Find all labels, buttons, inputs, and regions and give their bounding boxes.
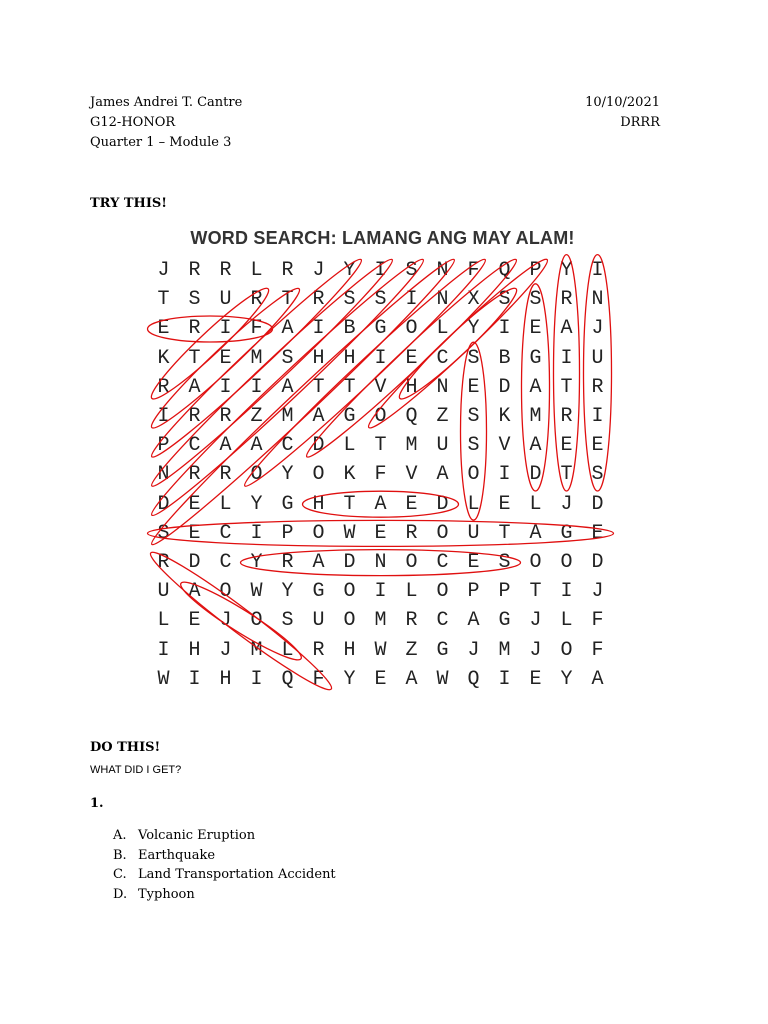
grid-letter: B [498, 346, 511, 370]
grid-letter: I [405, 288, 418, 312]
grid-letter: S [281, 346, 294, 370]
grid-letter: A [219, 434, 232, 458]
grid-letter: C [436, 609, 449, 633]
grid-letter: Z [436, 405, 449, 428]
grid-letter: M [250, 346, 263, 370]
grid-letter: W [374, 638, 387, 662]
grid-letter: V [498, 434, 511, 458]
grid-letter: D [188, 551, 201, 574]
grid-letter: L [436, 317, 449, 341]
grid-letter: E [374, 521, 387, 545]
grid-letter: R [157, 551, 170, 574]
grid-letter: P [529, 259, 542, 282]
grid-letter: I [157, 638, 170, 662]
grid-letter: X [467, 288, 480, 312]
grid-letter: D [591, 551, 604, 574]
grid-letter: I [591, 405, 604, 428]
option-d [113, 885, 336, 905]
grid-letter: C [219, 551, 232, 574]
grid-letter: A [374, 492, 387, 516]
grid-letter: I [374, 259, 387, 282]
what-did-i-get-label: WHAT DID I GET? [90, 764, 182, 776]
grid-letter: H [343, 346, 356, 370]
grid-letter: S [467, 434, 480, 458]
grid-letter: I [157, 405, 170, 428]
grid-letter: K [498, 405, 511, 428]
grid-letter: A [405, 667, 418, 691]
grid-letter: F [250, 317, 263, 341]
grid-letter: R [188, 463, 201, 487]
grid-letter: E [188, 609, 201, 633]
grid-letter: P [467, 580, 480, 604]
grid-letter: E [405, 492, 418, 516]
grid-letter: M [529, 405, 542, 428]
grid-letter: T [343, 375, 356, 399]
grid-letter: T [281, 288, 294, 312]
grid-letter: G [498, 609, 511, 633]
date-subject [585, 93, 660, 133]
grid-letter: E [560, 434, 573, 458]
grid-letter: R [219, 405, 232, 428]
grid-letter: E [498, 492, 511, 516]
grid-letter: W [250, 580, 263, 604]
grid-letter: R [560, 405, 573, 428]
grid-letter: T [374, 434, 387, 458]
grid-letter: I [374, 580, 387, 604]
grid-letter: O [250, 463, 263, 487]
grid-letter: Y [250, 492, 263, 516]
option-letter: B. [113, 847, 127, 863]
grid-letter: H [405, 375, 418, 399]
grid-letter: A [529, 375, 542, 399]
grid-letter: O [529, 551, 542, 574]
grid-letter: N [591, 288, 604, 312]
grid-letter: F [591, 638, 604, 662]
grid-letter: C [436, 551, 449, 574]
word-search-title: WORD SEARCH: LAMANG ANG MAY ALAM! [190, 228, 575, 248]
grid-letter: M [498, 638, 511, 662]
grid-letter: S [498, 551, 511, 574]
grid-letter: D [343, 551, 356, 574]
grid-letter: A [591, 667, 604, 691]
grid-letter: G [343, 405, 356, 428]
grid-letter: T [188, 346, 201, 370]
grid-letter: O [467, 463, 480, 487]
grid-letter: T [529, 580, 542, 604]
grid-letter: Y [343, 667, 356, 691]
grid-letter: R [219, 259, 232, 282]
grid-letter: S [498, 288, 511, 312]
grid-letter: T [560, 375, 573, 399]
grid-letter: L [219, 492, 232, 516]
grid-letter: S [467, 346, 480, 370]
grid-letter: I [219, 375, 232, 399]
grid-letter: F [591, 609, 604, 633]
option-text: Land Transportation Accident [138, 867, 336, 882]
grid-letter: U [312, 609, 325, 633]
grid-letter: L [560, 609, 573, 633]
grid-letter: J [157, 259, 170, 282]
grid-letter: J [529, 609, 542, 633]
grid-letter: R [312, 288, 325, 312]
grid-letter: A [529, 434, 542, 458]
grid-letter: A [312, 405, 325, 428]
module-label: Quarter 1 – Module 3 [90, 135, 232, 150]
grid-letter: O [374, 405, 387, 428]
grid-letter: G [560, 521, 573, 545]
grid-letter: O [250, 609, 263, 633]
grid-letter: N [436, 288, 449, 312]
grid-letter: O [219, 580, 232, 604]
grid-letter: D [529, 463, 542, 487]
grid-letter: J [219, 609, 232, 633]
grid-letter: R [591, 375, 604, 399]
grid-letter: M [405, 434, 418, 458]
grid-letter: I [188, 667, 201, 691]
grid-letter: J [312, 259, 325, 282]
grid-letter: L [405, 580, 418, 604]
grid-letter: Y [467, 317, 480, 341]
grid-letter: C [188, 434, 201, 458]
grid-letter: E [467, 375, 480, 399]
grid-letter: S [405, 259, 418, 282]
grid-letter: R [312, 638, 325, 662]
option-text: Earthquake [138, 847, 216, 863]
grid-letter: J [591, 580, 604, 604]
grid-letter: F [374, 463, 387, 487]
grid-letter: R [188, 405, 201, 428]
grid-letter: O [405, 551, 418, 574]
grid-letter: G [312, 580, 325, 604]
grid-letter: E [529, 317, 542, 341]
grid-letter: P [498, 580, 511, 604]
student-section: G12-HONOR [90, 115, 176, 130]
grid-letter: F [312, 667, 325, 691]
option-letter: C. [113, 867, 127, 882]
grid-letter: E [405, 346, 418, 370]
grid-letter: Y [281, 463, 294, 487]
grid-letter: O [343, 580, 356, 604]
option-letter: D. [113, 886, 128, 902]
grid-letter: P [281, 521, 294, 545]
grid-letter: M [250, 638, 263, 662]
grid-letter: E [591, 434, 604, 458]
grid-letter: D [436, 492, 449, 516]
grid-letter: L [250, 259, 263, 282]
grid-letter: R [281, 551, 294, 574]
grid-letter: E [529, 667, 542, 691]
grid-letter: R [219, 463, 232, 487]
grid-letter: A [436, 463, 449, 487]
grid-letter: S [281, 609, 294, 633]
grid-letter: S [343, 288, 356, 312]
grid-letter: Y [250, 551, 263, 574]
grid-letter: R [157, 375, 170, 399]
grid-letter: J [529, 638, 542, 662]
grid-letter: R [405, 521, 418, 545]
option-letter: A. [113, 828, 127, 843]
grid-letter: O [436, 580, 449, 604]
grid-letter: E [219, 346, 232, 370]
grid-letter: O [312, 463, 325, 487]
option-text: Typhoon [138, 886, 195, 902]
grid-letter: Y [343, 259, 356, 282]
grid-letter: G [281, 492, 294, 516]
grid-letter: A [188, 580, 201, 604]
grid-letter: L [529, 492, 542, 516]
grid-letter: O [560, 638, 573, 662]
grid-letter: I [250, 521, 263, 545]
option-c [113, 865, 336, 885]
option-a [113, 826, 336, 846]
grid-letter: I [374, 346, 387, 370]
grid-letter: V [405, 463, 418, 487]
grid-letter: S [188, 288, 201, 312]
grid-letter: Y [560, 259, 573, 282]
date: 10/10/2021 [585, 95, 660, 110]
grid-letter: E [467, 551, 480, 574]
grid-letter: T [157, 288, 170, 312]
grid-letter: D [591, 492, 604, 516]
grid-letter: Y [281, 580, 294, 604]
grid-letter: H [219, 667, 232, 691]
grid-letter: R [188, 317, 201, 341]
grid-letter: N [436, 259, 449, 282]
grid-letter: A [250, 434, 263, 458]
grid-letter: I [250, 667, 263, 691]
grid-letter: S [157, 521, 170, 545]
grid-letter: C [281, 434, 294, 458]
grid-letter: L [281, 638, 294, 662]
grid-letter: R [250, 288, 263, 312]
grid-letter: T [312, 375, 325, 399]
grid-letter: N [436, 375, 449, 399]
grid-letter: V [374, 375, 387, 399]
answer-options [113, 826, 336, 904]
grid-letter: R [281, 259, 294, 282]
grid-letter: D [312, 434, 325, 458]
grid-letter: I [560, 346, 573, 370]
grid-letter: M [374, 609, 387, 633]
grid-letter: N [157, 463, 170, 487]
grid-letter: B [343, 317, 356, 341]
grid-letter: I [498, 463, 511, 487]
grid-letter: S [374, 288, 387, 312]
grid-letter: Y [560, 667, 573, 691]
grid-letter: H [188, 638, 201, 662]
grid-letter: Q [498, 259, 511, 282]
grid-letter: S [591, 463, 604, 487]
grid-letter: L [343, 434, 356, 458]
grid-letter: Q [281, 667, 294, 691]
grid-letter: A [312, 551, 325, 574]
grid-letter: F [467, 259, 480, 282]
grid-letter: J [560, 492, 573, 516]
grid-letter: Q [467, 667, 480, 691]
do-this-heading: DO THIS! [90, 740, 161, 755]
option-b [113, 846, 336, 866]
grid-letter: I [498, 667, 511, 691]
grid-letter: I [560, 580, 573, 604]
grid-letter: O [436, 521, 449, 545]
grid-letter: U [467, 521, 480, 545]
grid-letter: I [591, 259, 604, 282]
grid-letter: U [591, 346, 604, 370]
grid-letter: K [343, 463, 356, 487]
grid-letter: H [312, 492, 325, 516]
grid-letter: G [529, 346, 542, 370]
grid-letter: E [374, 667, 387, 691]
grid-letter: J [467, 638, 480, 662]
grid-letter: Z [250, 405, 263, 428]
grid-letter: R [560, 288, 573, 312]
grid-letter: H [343, 638, 356, 662]
grid-letter: I [498, 317, 511, 341]
grid-letter: M [281, 405, 294, 428]
grid-letter: O [343, 609, 356, 633]
grid-letter: Q [405, 405, 418, 428]
grid-letter: W [343, 521, 356, 545]
grid-letter: N [374, 551, 387, 574]
grid-letter: J [219, 638, 232, 662]
grid-letter: Z [405, 638, 418, 662]
grid-letter: I [219, 317, 232, 341]
grid-letter: E [188, 521, 201, 545]
grid-letter: T [498, 521, 511, 545]
question-number: 1. [90, 796, 104, 811]
grid-letter: L [467, 492, 480, 516]
grid-letter: S [529, 288, 542, 312]
grid-letter: D [498, 375, 511, 399]
grid-letter: O [405, 317, 418, 341]
grid-letter: A [281, 375, 294, 399]
subject: DRRR [620, 115, 660, 130]
grid-letter: W [436, 667, 449, 691]
student-name: James Andrei T. Cantre [90, 95, 243, 110]
grid-letter: I [312, 317, 325, 341]
grid-letter: D [157, 492, 170, 516]
grid-letter: G [436, 638, 449, 662]
grid-letter: A [467, 609, 480, 633]
grid-letter: G [374, 317, 387, 341]
grid-letter: K [157, 346, 170, 370]
grid-letter: C [219, 521, 232, 545]
grid-letter: U [219, 288, 232, 312]
grid-letter: L [157, 609, 170, 633]
grid-letter: T [343, 492, 356, 516]
grid-letter: O [560, 551, 573, 574]
grid-letter: A [529, 521, 542, 545]
student-info [90, 93, 242, 153]
grid-letter: R [188, 259, 201, 282]
grid-letter: U [157, 580, 170, 604]
grid-letter: H [312, 346, 325, 370]
grid-letter: C [436, 346, 449, 370]
grid-letter: A [188, 375, 201, 399]
grid-letter: E [591, 521, 604, 545]
grid-letter: R [405, 609, 418, 633]
grid-letter: J [591, 317, 604, 341]
option-text: Volcanic Eruption [138, 828, 256, 843]
grid-letter: A [560, 317, 573, 341]
grid-letter: S [467, 405, 480, 428]
grid-letter: O [312, 521, 325, 545]
grid-letter: I [250, 375, 263, 399]
grid-letter: A [281, 317, 294, 341]
grid-letter: W [157, 667, 170, 691]
grid-letter: P [157, 434, 170, 458]
grid-letter: E [157, 317, 170, 341]
grid-letter: E [188, 492, 201, 516]
try-this-heading: TRY THIS! [90, 196, 168, 211]
grid-letter: T [560, 463, 573, 487]
grid-letter: U [436, 434, 449, 458]
